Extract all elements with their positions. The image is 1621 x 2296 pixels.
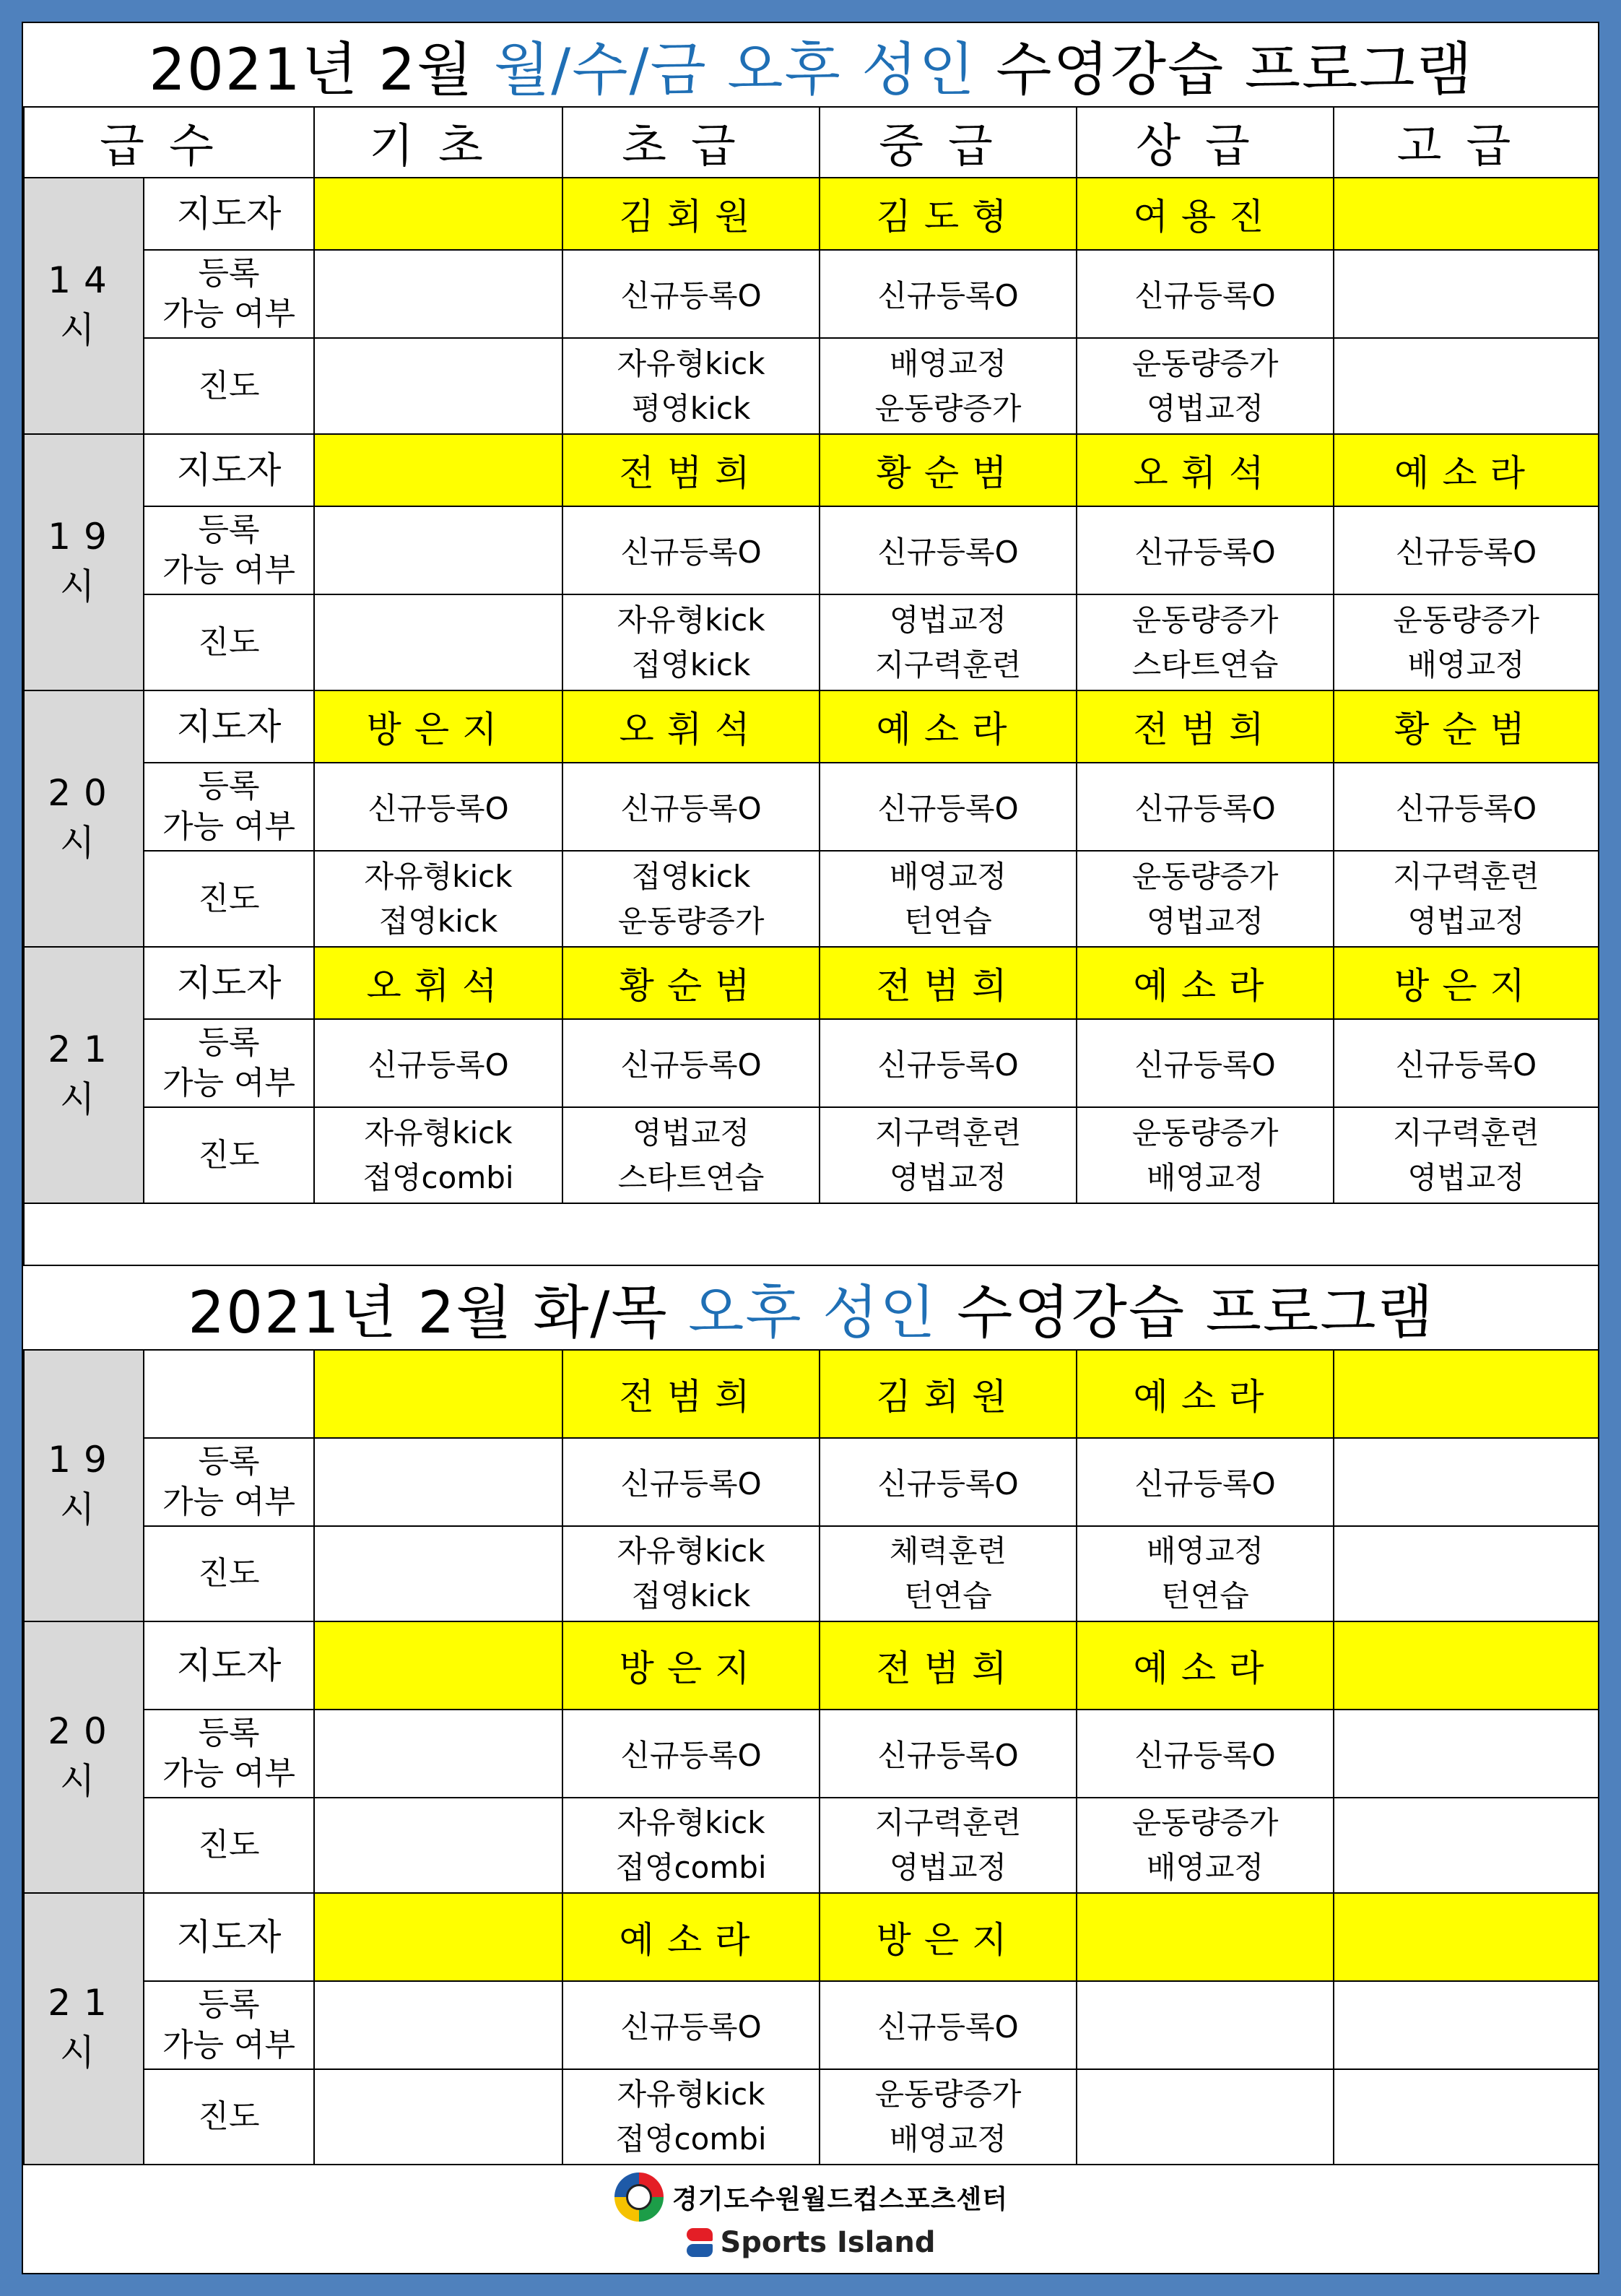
progress-row bbox=[24, 594, 1599, 690]
progress-cell bbox=[314, 1798, 562, 1893]
header-cell: 초급 bbox=[562, 107, 820, 178]
header-cell: 중급 bbox=[820, 107, 1077, 178]
registration-status: 신규등록O bbox=[562, 1981, 820, 2069]
progress-line: 자유형kick bbox=[364, 1114, 513, 1151]
registration-status: 신규등록O bbox=[562, 1710, 820, 1798]
progress-line: 지구력훈련 bbox=[874, 646, 1022, 683]
instructor-name bbox=[1334, 1893, 1599, 1981]
registration-status bbox=[1334, 250, 1599, 338]
instructor-name bbox=[314, 434, 562, 506]
progress-label: 진도 bbox=[144, 2069, 314, 2165]
progress-line: 자유형kick bbox=[617, 345, 765, 381]
registration-status: 신규등록O bbox=[1077, 1438, 1334, 1526]
progress-line: 배영교정 bbox=[1146, 1159, 1264, 1195]
instructor-row bbox=[24, 1621, 1599, 1710]
progress-line: 자유형kick bbox=[617, 602, 765, 638]
header-cell: 상급 bbox=[1077, 107, 1334, 178]
registration-status: 신규등록O bbox=[314, 1019, 562, 1107]
section1-title-row bbox=[24, 23, 1599, 107]
progress-line: 영법교정 bbox=[889, 602, 1007, 638]
registration-status: 신규등록O bbox=[820, 250, 1077, 338]
progress-line: 접영kick bbox=[631, 858, 751, 894]
sports-island-icon bbox=[687, 2228, 713, 2257]
icon-part-bottom bbox=[687, 2244, 713, 2257]
instructor-label: 지도자 bbox=[144, 434, 314, 506]
instructor-name: 전범희 bbox=[820, 947, 1077, 1019]
progress-cell bbox=[1334, 2069, 1599, 2165]
progress-line: 접영kick bbox=[631, 1578, 751, 1613]
progress-line: 평영kick bbox=[631, 390, 751, 426]
center-name: 경기도수원월드컵스포츠센터 bbox=[672, 2184, 1009, 2214]
progress-line: 접영combi bbox=[362, 1159, 514, 1195]
registration-status: 신규등록O bbox=[820, 1438, 1077, 1526]
progress-cell bbox=[1334, 594, 1599, 690]
reg-label-line2: 가능 여부 bbox=[162, 295, 295, 332]
progress-line: 자유형kick bbox=[617, 1805, 765, 1840]
progress-row bbox=[24, 2069, 1599, 2165]
progress-cell bbox=[1077, 338, 1334, 434]
progress-line: 운동량증가 bbox=[1131, 858, 1279, 894]
section2-title-row bbox=[24, 1265, 1599, 1350]
instructor-label: 지도자 bbox=[144, 690, 314, 763]
progress-row bbox=[24, 1107, 1599, 1203]
progress-cell bbox=[1077, 594, 1334, 690]
title-highlight: 오후 성인 bbox=[688, 1279, 937, 1346]
icon-part-top bbox=[687, 2228, 713, 2241]
progress-line: 배영교정 bbox=[889, 2121, 1007, 2157]
progress-cell bbox=[1334, 851, 1599, 947]
progress-line: 턴연습 bbox=[904, 903, 992, 939]
time-slot: 19시 bbox=[24, 1350, 144, 1621]
title-prefix: 2021년 2월 화/목 bbox=[188, 1279, 689, 1346]
progress-row bbox=[24, 1798, 1599, 1893]
progress-line: 자유형kick bbox=[617, 1533, 765, 1569]
progress-cell bbox=[562, 1107, 820, 1203]
progress-cell bbox=[820, 851, 1077, 947]
instructor-name: 김회원 bbox=[562, 178, 820, 250]
registration-status: 신규등록O bbox=[1077, 250, 1334, 338]
instructor-name bbox=[1334, 1350, 1599, 1438]
reg-label-line2: 가능 여부 bbox=[162, 808, 295, 845]
registration-row bbox=[24, 1019, 1599, 1107]
registration-label bbox=[144, 1710, 314, 1798]
instructor-name: 방은지 bbox=[1334, 947, 1599, 1019]
instructor-name bbox=[1077, 1893, 1334, 1981]
reg-label-line1: 등록 bbox=[198, 768, 260, 805]
registration-status bbox=[1334, 1981, 1599, 2069]
reg-label-line1: 등록 bbox=[198, 1986, 260, 2023]
gap-cell bbox=[24, 1203, 1599, 1265]
instructor-row bbox=[24, 690, 1599, 763]
progress-cell bbox=[562, 851, 820, 947]
progress-cell bbox=[1077, 851, 1334, 947]
progress-cell bbox=[1334, 1798, 1599, 1893]
header-cell: 기초 bbox=[314, 107, 562, 178]
reg-label-line1: 등록 bbox=[198, 1443, 260, 1480]
progress-cell bbox=[314, 1526, 562, 1621]
progress-cell bbox=[562, 338, 820, 434]
instructor-label bbox=[144, 1350, 314, 1438]
progress-line: 운동량증가 bbox=[617, 903, 765, 939]
registration-status: 신규등록O bbox=[562, 1019, 820, 1107]
instructor-name: 황순범 bbox=[820, 434, 1077, 506]
progress-label: 진도 bbox=[144, 594, 314, 690]
instructor-name: 김회원 bbox=[820, 1350, 1077, 1438]
progress-line: 운동량증가 bbox=[1131, 1805, 1279, 1840]
registration-row bbox=[24, 506, 1599, 594]
registration-status bbox=[314, 1981, 562, 2069]
progress-cell bbox=[820, 1526, 1077, 1621]
progress-cell bbox=[562, 594, 820, 690]
reg-label-line1: 등록 bbox=[198, 1715, 260, 1751]
progress-cell bbox=[314, 2069, 562, 2165]
instructor-name: 방은지 bbox=[562, 1621, 820, 1710]
section2-title bbox=[24, 1265, 1599, 1350]
registration-status: 신규등록O bbox=[314, 763, 562, 851]
instructor-name: 예소라 bbox=[1334, 434, 1599, 506]
time-slot: 19시 bbox=[24, 434, 144, 690]
reg-label-line2: 가능 여부 bbox=[162, 1065, 295, 1101]
progress-cell bbox=[820, 594, 1077, 690]
progress-cell bbox=[1334, 1526, 1599, 1621]
registration-row bbox=[24, 1981, 1599, 2069]
progress-line: 배영교정 bbox=[1146, 1850, 1264, 1885]
instructor-name: 황순범 bbox=[562, 947, 820, 1019]
title-suffix: 수영강습 프로그램 bbox=[975, 36, 1474, 103]
registration-label bbox=[144, 506, 314, 594]
registration-status bbox=[1334, 1438, 1599, 1526]
progress-label: 진도 bbox=[144, 1526, 314, 1621]
time-slot: 20시 bbox=[24, 1621, 144, 1893]
progress-line: 운동량증가 bbox=[1393, 602, 1539, 638]
brand-logo bbox=[687, 2226, 935, 2259]
registration-label bbox=[144, 1438, 314, 1526]
progress-line: 영법교정 bbox=[1407, 903, 1525, 939]
instructor-name bbox=[1334, 1621, 1599, 1710]
instructor-label: 지도자 bbox=[144, 1893, 314, 1981]
schedule-table bbox=[23, 23, 1599, 2266]
registration-row bbox=[24, 250, 1599, 338]
instructor-name bbox=[314, 1350, 562, 1438]
time-slot: 14시 bbox=[24, 178, 144, 434]
instructor-name bbox=[314, 1893, 562, 1981]
progress-label: 진도 bbox=[144, 851, 314, 947]
instructor-row bbox=[24, 1350, 1599, 1438]
progress-line: 영법교정 bbox=[632, 1114, 750, 1151]
soccer-ball-icon bbox=[614, 2172, 664, 2222]
instructor-name: 전범희 bbox=[1077, 690, 1334, 763]
progress-line: 지구력훈련 bbox=[874, 1805, 1022, 1840]
progress-cell bbox=[1077, 1107, 1334, 1203]
instructor-row bbox=[24, 434, 1599, 506]
registration-status: 신규등록O bbox=[1077, 1019, 1334, 1107]
progress-line: 영법교정 bbox=[889, 1850, 1007, 1885]
progress-cell bbox=[1077, 1798, 1334, 1893]
instructor-name: 오휘석 bbox=[1077, 434, 1334, 506]
instructor-name: 김도형 bbox=[820, 178, 1077, 250]
registration-status: 신규등록O bbox=[562, 506, 820, 594]
registration-status: 신규등록O bbox=[1077, 1710, 1334, 1798]
registration-status bbox=[1334, 1710, 1599, 1798]
brand-name: Sports Island bbox=[720, 2226, 936, 2259]
progress-cell bbox=[314, 338, 562, 434]
title-prefix: 2021년 2월 bbox=[149, 36, 495, 103]
progress-line: 배영교정 bbox=[889, 858, 1007, 894]
progress-cell bbox=[1077, 1526, 1334, 1621]
registration-status bbox=[314, 1438, 562, 1526]
registration-row bbox=[24, 1710, 1599, 1798]
progress-line: 접영kick bbox=[631, 646, 751, 683]
instructor-name: 예소라 bbox=[1077, 1350, 1334, 1438]
footer bbox=[24, 2165, 1599, 2266]
progress-line: 운동량증가 bbox=[1131, 1114, 1279, 1151]
progress-line: 영법교정 bbox=[889, 1159, 1007, 1195]
ball-center bbox=[626, 2184, 652, 2210]
instructor-name: 전범희 bbox=[562, 434, 820, 506]
instructor-name: 오휘석 bbox=[314, 947, 562, 1019]
schedule-frame bbox=[22, 22, 1599, 2274]
registration-status bbox=[314, 506, 562, 594]
progress-line: 영법교정 bbox=[1146, 390, 1264, 426]
registration-status: 신규등록O bbox=[1077, 763, 1334, 851]
reg-label-line1: 등록 bbox=[198, 511, 260, 548]
progress-cell bbox=[820, 1107, 1077, 1203]
progress-line: 지구력훈련 bbox=[1393, 1114, 1539, 1151]
registration-status: 신규등록O bbox=[562, 1438, 820, 1526]
progress-label: 진도 bbox=[144, 1798, 314, 1893]
registration-status: 신규등록O bbox=[1077, 506, 1334, 594]
progress-line: 배영교정 bbox=[1407, 646, 1525, 683]
registration-label bbox=[144, 1981, 314, 2069]
instructor-name bbox=[314, 178, 562, 250]
progress-line: 운동량증가 bbox=[874, 390, 1022, 426]
progress-line: 운동량증가 bbox=[1131, 345, 1279, 381]
registration-status: 신규등록O bbox=[1334, 1019, 1599, 1107]
registration-label bbox=[144, 250, 314, 338]
registration-label bbox=[144, 1019, 314, 1107]
time-slot: 20시 bbox=[24, 690, 144, 947]
instructor-name: 예소라 bbox=[1077, 1621, 1334, 1710]
instructor-name: 예소라 bbox=[820, 690, 1077, 763]
progress-line: 스타트연습 bbox=[1131, 646, 1279, 683]
progress-cell bbox=[562, 1798, 820, 1893]
header-cell: 급수 bbox=[24, 107, 314, 178]
instructor-label: 지도자 bbox=[144, 1621, 314, 1710]
progress-label: 진도 bbox=[144, 338, 314, 434]
registration-status: 신규등록O bbox=[820, 763, 1077, 851]
instructor-name: 전범희 bbox=[562, 1350, 820, 1438]
progress-cell bbox=[562, 1526, 820, 1621]
reg-label-line1: 등록 bbox=[198, 255, 260, 292]
progress-row bbox=[24, 851, 1599, 947]
registration-status bbox=[314, 250, 562, 338]
footer-row bbox=[24, 2165, 1599, 2266]
progress-cell bbox=[1334, 1107, 1599, 1203]
progress-line: 접영combi bbox=[615, 1850, 767, 1885]
reg-label-line2: 가능 여부 bbox=[162, 1483, 295, 1520]
time-slot: 21시 bbox=[24, 947, 144, 1203]
progress-line: 자유형kick bbox=[364, 858, 513, 894]
section1-title bbox=[24, 23, 1599, 107]
registration-status: 신규등록O bbox=[820, 1981, 1077, 2069]
instructor-row bbox=[24, 178, 1599, 250]
progress-line: 자유형kick bbox=[617, 2076, 765, 2112]
progress-line: 지구력훈련 bbox=[874, 1114, 1022, 1151]
progress-line: 배영교정 bbox=[889, 345, 1007, 381]
header-cell: 고급 bbox=[1334, 107, 1599, 178]
time-slot: 21시 bbox=[24, 1893, 144, 2165]
progress-cell bbox=[1334, 338, 1599, 434]
registration-status bbox=[1077, 1981, 1334, 2069]
progress-cell bbox=[820, 2069, 1077, 2165]
progress-cell bbox=[314, 851, 562, 947]
progress-cell bbox=[820, 338, 1077, 434]
progress-line: 운동량증가 bbox=[874, 2076, 1022, 2112]
progress-cell bbox=[562, 2069, 820, 2165]
instructor-name: 방은지 bbox=[314, 690, 562, 763]
progress-cell bbox=[1077, 2069, 1334, 2165]
progress-line: 접영kick bbox=[378, 903, 498, 939]
instructor-row bbox=[24, 947, 1599, 1019]
progress-label: 진도 bbox=[144, 1107, 314, 1203]
progress-line: 턴연습 bbox=[904, 1578, 992, 1613]
instructor-name: 오휘석 bbox=[562, 690, 820, 763]
reg-label-line2: 가능 여부 bbox=[162, 1755, 295, 1792]
instructor-label: 지도자 bbox=[144, 178, 314, 250]
instructor-name: 예소라 bbox=[562, 1893, 820, 1981]
instructor-name: 전범희 bbox=[820, 1621, 1077, 1710]
instructor-name: 여용진 bbox=[1077, 178, 1334, 250]
progress-line: 스타트연습 bbox=[617, 1159, 765, 1195]
reg-label-line2: 가능 여부 bbox=[162, 552, 295, 589]
level-header-row bbox=[24, 107, 1599, 178]
registration-status: 신규등록O bbox=[1334, 763, 1599, 851]
registration-row bbox=[24, 763, 1599, 851]
registration-status bbox=[314, 1710, 562, 1798]
reg-label-line1: 등록 bbox=[198, 1024, 260, 1061]
progress-line: 영법교정 bbox=[1407, 1159, 1525, 1195]
instructor-name bbox=[314, 1621, 562, 1710]
progress-line: 지구력훈련 bbox=[1393, 858, 1539, 894]
progress-line: 운동량증가 bbox=[1131, 602, 1279, 638]
registration-status: 신규등록O bbox=[1334, 506, 1599, 594]
registration-row bbox=[24, 1438, 1599, 1526]
progress-row bbox=[24, 338, 1599, 434]
progress-cell bbox=[314, 1107, 562, 1203]
progress-row bbox=[24, 1526, 1599, 1621]
instructor-label: 지도자 bbox=[144, 947, 314, 1019]
instructor-row bbox=[24, 1893, 1599, 1981]
title-highlight: 월/수/금 오후 성인 bbox=[494, 36, 976, 103]
registration-label bbox=[144, 763, 314, 851]
title-suffix: 수영강습 프로그램 bbox=[936, 1279, 1435, 1346]
instructor-name: 예소라 bbox=[1077, 947, 1334, 1019]
instructor-name: 방은지 bbox=[820, 1893, 1077, 1981]
registration-status: 신규등록O bbox=[562, 250, 820, 338]
registration-status: 신규등록O bbox=[820, 1019, 1077, 1107]
progress-cell bbox=[314, 594, 562, 690]
progress-line: 체력훈련 bbox=[889, 1533, 1007, 1569]
section-gap bbox=[24, 1203, 1599, 1265]
registration-status: 신규등록O bbox=[820, 506, 1077, 594]
registration-status: 신규등록O bbox=[562, 763, 820, 851]
progress-line: 턴연습 bbox=[1161, 1578, 1249, 1613]
reg-label-line2: 가능 여부 bbox=[162, 2027, 295, 2063]
progress-cell bbox=[820, 1798, 1077, 1893]
progress-line: 영법교정 bbox=[1146, 903, 1264, 939]
center-logo bbox=[614, 2172, 1008, 2222]
instructor-name bbox=[1334, 178, 1599, 250]
progress-line: 배영교정 bbox=[1146, 1533, 1264, 1569]
progress-line: 접영combi bbox=[615, 2121, 767, 2157]
logo-block bbox=[24, 2172, 1599, 2259]
instructor-name: 황순범 bbox=[1334, 690, 1599, 763]
registration-status: 신규등록O bbox=[820, 1710, 1077, 1798]
